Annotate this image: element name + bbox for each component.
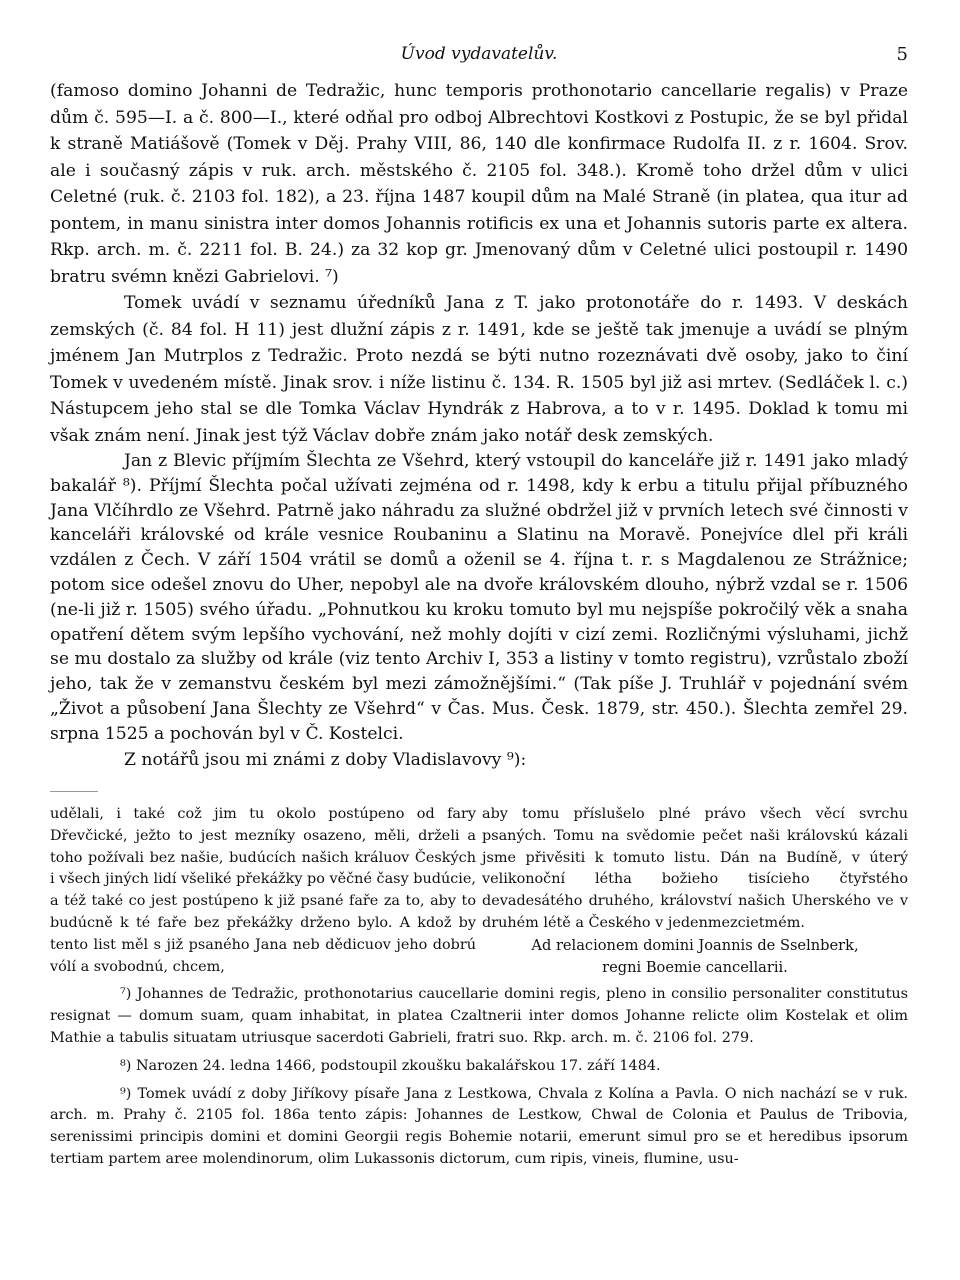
document-left-column [50,804,476,978]
document-excerpt [50,804,908,978]
document-left-text: udělali, i také což jim tu okolo postúpeno od fary Dřevčické, ježto to jest mezníky osazeno, měli, drželi a toho požívali bez našie, budúcích našich králuov Českých i všech jiných lidí všeliké překážky po věčné časy budúcie, a též také co jest postúpeno k již psané faře za to, aby to budúcně k té faře bez překážky drženo bylo. A kdož by tento list měl s již psaného Jana neb dědicuov jeho dobrú vólí a svobodnú, chcem, [50,806,476,975]
signature-line-2: regni Boemie cancellarii. [602,958,788,976]
running-title: Úvod vydavatelův. [400,44,558,64]
section-divider [50,791,98,792]
footnote-8: ⁸) Narozen 24. ledna 1466, podstoupil zkoušku bakalářskou 17. září 1484. [120,1057,661,1074]
footnotes [50,984,908,1170]
footnote-7: ⁷) Johannes de Tedražic, prothonotarius caucellarie domini regis, pleno in consilio personaliter constitutus resignat — domum suam, quam inhabitat, in platea Czaltnerii inter domos Johanne relicte olim Kostelak et olim Mathie a tabulis situatam utriusque sacerdoti Gabrieli, fratri suo. Rkp. arch. m. č. 2106 fol. 279. [50,986,908,1047]
paragraph-3: Jan z Blevic příjmím Šlechta ze Všehrd, který vstoupil do kanceláře již r. 1491 jako mladý bakalář ⁸). Příjmí Šlechta počal užívati zejména od r. 1498, kdy k erbu a titulu přijal příbuzného Jana Vlčíhrdlo ze Všehrd. Patrně jako náhradu za služné obdržel již v prvních letech své činnosti v kanceláři královské od krále vesnice Roubaninu a Slatinu na Moravě. Ponejvíce dlel při králi vzdálen z Čech. V září 1504 vrátil se domů a oženil se 4. října t. r. s Magdalenou ze Strážnice; potom sice odešel znovu do Uher, nepobyl ale na dvoře královském dlouho, nýbrž vzdal se r. 1506 (ne-li již r. 1505) svého úřadu. „Pohnutkou ku kroku tomuto byl mu nejspíše pokročilý věk a snaha opatření dětem svým lepšího vychování, než mohly dojíti v cizí zemi. Rozličnými výsluhami, jichž se mu dostalo za služby od krále (viz tento Archiv I, 353 a listiny v tomto registru), vzrůstalo zboží jeho, tak že v zemanstvu českém byl mezi zámožnějšími.“ (Tak píše J. Truhlář v pojednání svém „Život a působení Jana Šlechty ze Všehrd“ v Čas. Mus. Česk. 1879, str. 450.). Šlechta zemřel 29. srpna 1525 a pochován byl v Č. Kostelci. [50,451,908,744]
signature-line-1: Ad relacionem domini Joannis de Sselnberk, [531,936,859,954]
paragraph-1: (famoso domino Johanni de Tedražic, hunc temporis prothonotario cancellarie regalis) v Praze dům č. 595—I. a č. 800—I., které odňal pro odboj Albrechtovi Kostkovi z Postupic, že se byl přidal k straně Matiášově (Tomek v Děj. Prahy VIII, 86, 140 dle konfirmace Rudolfa II. z r. 1604. Srov. ale i současný zápis v ruk. arch. městského č. 2105 fol. 348.). Kromě toho držel dům v ulici Celetné (ruk. č. 2103 fol. 182), a 23. října 1487 koupil dům na Malé Straně (in platea, qua itur ad pontem, in manu sinistra inter domos Johannis rotificis ex una et Johannis sutoris parte ex altera. Rkp. arch. m. č. 2211 fol. B. 24.) za 32 kop gr. Jmenovaný dům v Celetné ulici postoupil r. 1490 bratru svémn knězi Gabrielovi. ⁷) [50,81,908,287]
book-page [50,44,908,1177]
footnote-9: ⁹) Tomek uvádí z doby Jiříkovy písaře Jana z Lestkowa, Chvala z Kolína a Pavla. O nich nachází se v ruk. arch. m. Prahy č. 2105 fol. 186a tento zápis: Johannes de Lestkow, Chwal de Colonia et Paulus de Tribovia, serenissimi principis domini et domini Georgii regis Bohemie notarii, emerunt simul pro se et heredibus ipsorum tertiam partem aree molendinorum, olim Lukassonis dictorum, cum ripis, vineis, flumine, usu- [50,1085,908,1168]
document-right-text: aby tomu příslušelo plné právo všech věcí svrchu psaných. Tomu na svědomie pečet naši královskú kázali jsme přivěsiti k tomuto listu. Dán na Budíně, v úterý velikonoční létha božieho tisícieho čtyřstého devadesátého druhého, království našich Uherského ve v druhém létě a Českého v jedenmezcietmém. [482,806,908,932]
document-right-column [482,804,908,978]
page-number: 5 [896,44,908,65]
paragraph-2: Tomek uvádí v seznamu úředníků Jana z T. jako protonotáře do r. 1493. V deskách zemských (č. 84 fol. H 11) jest dlužní zápis z r. 1491, kde se ještě tak jmenuje a uvádí se plným jménem Jan Mutrplos z Tedražic. Proto nezdá se býti nutno rozeznávati dvě osoby, jako to činí Tomek v uvedeném místě. Jinak srov. i níže listinu č. 134. R. 1505 byl již asi mrtev. (Sedláček l. c.) Nástupcem jeho stal se dle Tomka Václav Hyndrák z Habrova, a to v r. 1495. Doklad k tomu mi však znám není. Jinak jest týž Václav dobře znám jako notář desk zemských. [50,293,908,446]
page-header [50,44,908,78]
paragraph-4: Z notářů jsou mi známi z doby Vladislavovy ⁹): [124,749,527,770]
main-text [50,78,908,773]
